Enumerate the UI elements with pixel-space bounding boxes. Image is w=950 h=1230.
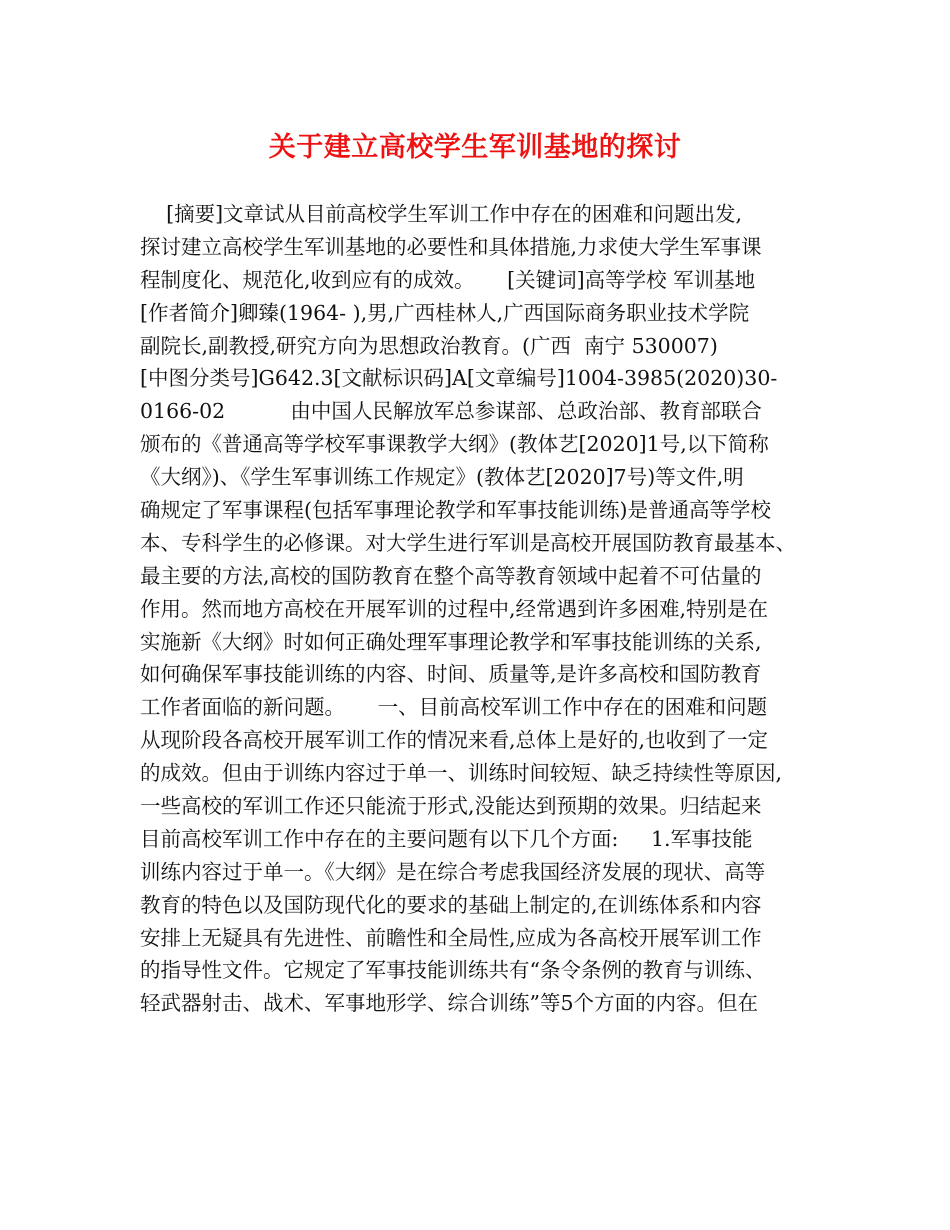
text-line: 教育的特色以及国防现代化的要求的基础上制定的,在训练体系和内容 <box>140 892 762 917</box>
text-line: 颁布的《普通高等学校军事课教学大纲》(教体艺[2020]1号,以下简称 <box>140 432 769 457</box>
text-line: 副院长,副教授,研究方向为思想政治教育。(广西 南宁 530007) <box>140 333 718 358</box>
document-title: 关于建立高校学生军训基地的探讨 <box>268 132 682 163</box>
text-line: [中图分类号]G642.3[文献标识码]A[文章编号]1004-3985(2020)30- <box>140 366 778 391</box>
text-line: 训练内容过于单一。《大纲》是在综合考虑我国经济发展的现状、高等 <box>140 859 766 884</box>
text-line: 《大纲》)、《学生军事训练工作规定》(教体艺[2020]7号)等文件,明 <box>140 465 744 490</box>
text-line: 程制度化、规范化,收到应有的成效。 [关键词]高等学校 军训基地 <box>140 267 756 292</box>
text-line: [摘要]文章试从目前高校学生军训工作中存在的困难和问题出发, <box>140 202 743 226</box>
text-line: 0166-02 由中国人民解放军总参谋部、总政治部、教育部联合 <box>140 399 762 424</box>
text-line: 一些高校的军训工作还只能流于形式,没能达到预期的效果。归结起来 <box>140 794 762 819</box>
text-line: 最主要的方法,高校的国防教育在整个高等教育领域中起着不可估量的 <box>140 563 762 588</box>
text-line: 工作者面临的新问题。 一、目前高校军训工作中存在的困难和问题 <box>140 695 768 720</box>
text-line: 安排上无疑具有先进性、前瞻性和全局性,应成为各高校开展军训工作 <box>140 925 762 950</box>
text-line: 目前高校军训工作中存在的主要问题有以下几个方面: 1.军事技能 <box>140 826 753 851</box>
text-line: [作者简介]卿臻(1964- ),男,广西桂林人,广西国际商务职业技术学院 <box>140 300 750 325</box>
text-line: 如何确保军事技能训练的内容、时间、质量等,是许多高校和国防教育 <box>140 662 762 687</box>
text-line: 的成效。但由于训练内容过于单一、训练时间较短、缺乏持续性等原因, <box>140 761 783 786</box>
text-line: 确规定了军事课程(包括军事理论教学和军事技能训练)是普通高等学校 <box>140 498 771 523</box>
document-body <box>140 198 830 1020</box>
text-line: 探讨建立高校学生军训基地的必要性和具体措施,力求使大学生军事课 <box>140 234 762 259</box>
text-line: 作用。然而地方高校在开展军训的过程中,经常遇到许多困难,特别是在 <box>140 596 769 621</box>
text-line: 轻武器射击、战术、军事地形学、综合训练”等5个方面的内容。但在 <box>140 991 759 1016</box>
text-line: 的指导性文件。它规定了军事技能训练共有“条令条例的教育与训练、 <box>140 958 766 983</box>
text-line: 实施新《大纲》时如何正确处理军事理论教学和军事技能训练的关系, <box>140 629 762 654</box>
text-line: 从现阶段各高校开展军训工作的情况来看,总体上是好的,也收到了一定 <box>140 728 769 753</box>
text-line: 本、专科学生的必修课。对大学生进行军训是高校开展国防教育最基本、 <box>140 530 796 555</box>
